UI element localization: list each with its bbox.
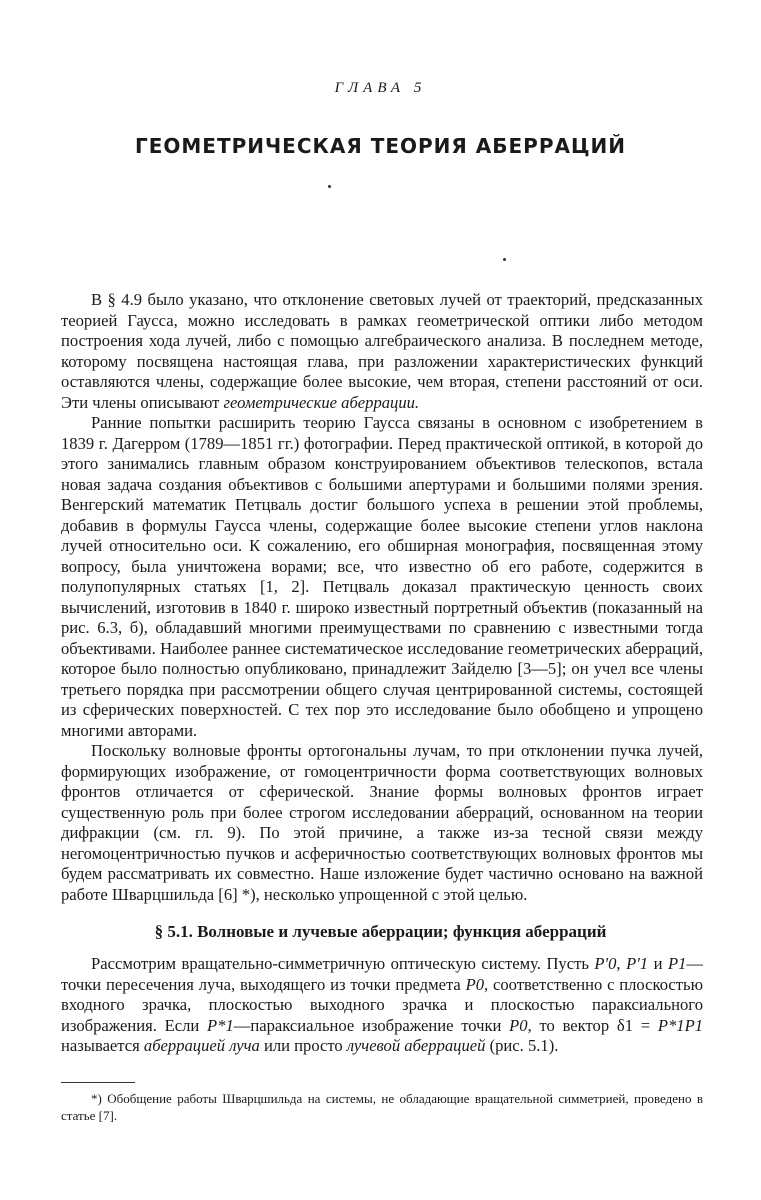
section-body: [61, 954, 703, 1057]
footnote-rule: [61, 1082, 135, 1083]
footnote: [61, 1090, 703, 1124]
emphasis-term: лучевой аберрацией: [346, 1036, 486, 1055]
section-paragraph-1: Рассмотрим вращательно-симметричную оптическую систему. Пусть P'0, P'1 и P1— точки пересечения луча, выходящего из точки предмета P0, соответственно с плоскостью входного зрачка, плоскостью выходного зрачка и плоскостью параксиального изображения. Если P*1—параксиальное изображение точки P0, то вектор δ1 = P*1P1 называется аберрацией луча или просто лучевой аберрацией (рис. 5.1).: [61, 954, 704, 1055]
emphasis-term: аберрацией луча: [143, 1036, 260, 1055]
chapter-title: ГЕОМЕТРИЧЕСКАЯ ТЕОРИЯ АБЕРРАЦИЙ: [135, 134, 626, 158]
intro-paragraph-2: Ранние попытки расширить теорию Гаусса связаны в основном с изобретением в 1839 г. Дагерром (1789—1851 гг.) фотографии. Перед практической оптикой, в которой до этого занимались главным образом конструированием объективов телескопов, встала новая задача создания объективов с большими апертурами и большими полями зрения. Венгерский математик Петцваль достиг большого успеха в решении этой проблемы, добавив в формулы Гаусса члены, содержащие более высокие степени углов наклона лучей относительно оси. К сожалению, его обширная монография, посвященная этому вопросу, была уничтожена ворами; все, что известно об его работе, содержится в полупопулярных статьях [1, 2]. Петцваль доказал практическую ценность своих вычислений, изготовив в 1840 г. широко известный портретный объектив (показанный на рис. 6.3, б), обладавший многими преимуществами по сравнению с известными тогда объективами. Наиболее раннее систематическое исследование геометрических аберраций, которое было полностью опубликовано, принадлежит Зайделю [3—5]; он учел все члены третьего порядка при рассмотрении общего случая центрированной системы, состоящей из сферических поверхностей. С тех пор это исследование было обобщено и упрощено многими авторами.: [61, 413, 703, 740]
vector-expression: P*1P1: [657, 1015, 704, 1035]
chapter-intro: [61, 290, 703, 905]
print-speck: [328, 185, 331, 188]
chapter-label: ГЛАВА 5: [334, 80, 427, 96]
footnote-text: *) Обобщение работы Шварцшильда на системы, не обладающие вращательной симметрией, проведено в статье [7].: [61, 1091, 703, 1123]
intro-paragraph-1: В § 4.9 было указано, что отклонение световых лучей от траекторий, предсказанных теорией Гаусса, можно исследовать в рамках геометрической оптики либо методом построения хода лучей, либо с помощью алгебраического анализа. В последнем методе, которому посвящена настоящая глава, при разложении характеристических функций оставляются члены, содержащие более высокие, чем вторая, степени расстояний от оси. Эти члены описывают геометрические аберрации.: [61, 290, 703, 412]
intro-paragraph-3: Поскольку волновые фронты ортогональны лучам, то при отклонении пучка лучей, формирующих изображение, от гомоцентричности форма соответствующих волновых фронтов отличается от сферической. Знание формы волновых фронтов играет существенную роль при более строгом исследовании аберраций, основанном на теории дифракции (см. гл. 9). По этой причине, а также из-за тесной связи между негомоцентричностью пучков и асферичностью соответствующих волновых фронтов мы будем рассматривать их совместно. Наше изложение будет частично основано на важной работе Шварцшильда [6] *), несколько упрощенной с этой целью.: [61, 741, 703, 904]
section-heading: § 5.1. Волновые и лучевые аберрации; функция аберраций: [154, 922, 607, 941]
print-speck: [503, 258, 506, 261]
emphasis-term: геометрические аберрации.: [223, 392, 420, 412]
